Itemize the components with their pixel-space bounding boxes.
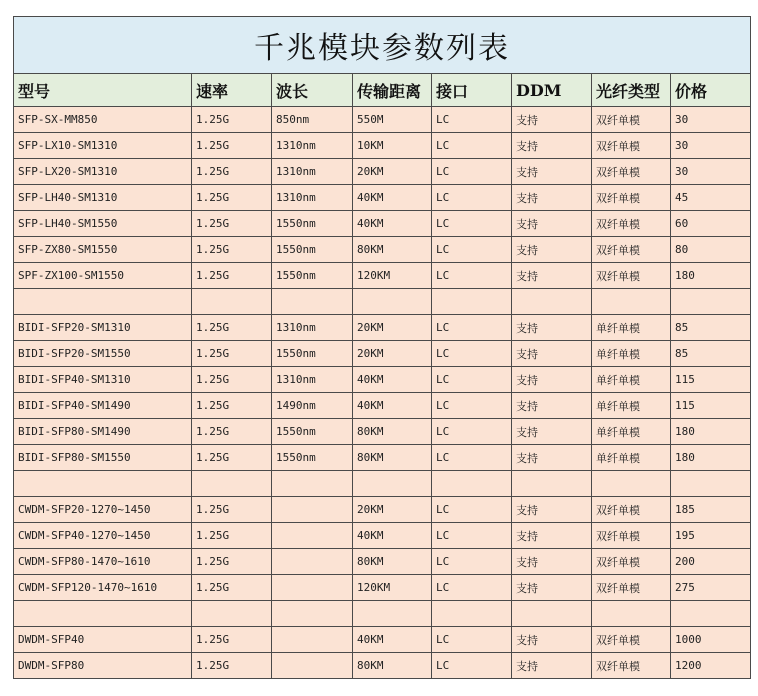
- table-row: [14, 393, 751, 419]
- cell-rate: 1.25G: [192, 341, 272, 367]
- cell-ddm: 支持: [512, 419, 592, 445]
- cell-model: BIDI-SFP40-SM1490: [14, 393, 192, 419]
- cell-model: [14, 289, 192, 315]
- cell-ddm: 支持: [512, 107, 592, 133]
- table-body: [14, 107, 751, 679]
- cell-rate: 1.25G: [192, 653, 272, 679]
- cell-interface: LC: [432, 211, 512, 237]
- cell-interface: [432, 471, 512, 497]
- cell-rate: 1.25G: [192, 523, 272, 549]
- cell-interface: LC: [432, 393, 512, 419]
- column-header-wavelength: 波长: [272, 74, 353, 107]
- cell-price: 180: [671, 419, 751, 445]
- cell-wavelength: [272, 523, 353, 549]
- cell-ddm: [512, 289, 592, 315]
- cell-price: 200: [671, 549, 751, 575]
- cell-distance: 40KM: [353, 185, 432, 211]
- column-header-ddm: DDM: [512, 74, 592, 107]
- cell-model: SFP-SX-MM850: [14, 107, 192, 133]
- cell-ddm: 支持: [512, 133, 592, 159]
- cell-distance: 80KM: [353, 549, 432, 575]
- cell-rate: 1.25G: [192, 575, 272, 601]
- cell-price: 85: [671, 315, 751, 341]
- cell-fiber-type: 双纤单模: [592, 263, 671, 289]
- cell-distance: 80KM: [353, 653, 432, 679]
- cell-ddm: [512, 471, 592, 497]
- cell-distance: 20KM: [353, 341, 432, 367]
- cell-model: [14, 471, 192, 497]
- cell-model: CWDM-SFP40-1270~1450: [14, 523, 192, 549]
- cell-price: 80: [671, 237, 751, 263]
- cell-price: 85: [671, 341, 751, 367]
- cell-wavelength: 1550nm: [272, 419, 353, 445]
- cell-ddm: 支持: [512, 523, 592, 549]
- table-row: [14, 575, 751, 601]
- cell-distance: 40KM: [353, 367, 432, 393]
- cell-price: 180: [671, 445, 751, 471]
- cell-rate: [192, 289, 272, 315]
- cell-price: 195: [671, 523, 751, 549]
- cell-model: DWDM-SFP40: [14, 627, 192, 653]
- cell-wavelength: [272, 289, 353, 315]
- cell-price: 1000: [671, 627, 751, 653]
- cell-interface: LC: [432, 419, 512, 445]
- cell-price: [671, 289, 751, 315]
- cell-interface: LC: [432, 341, 512, 367]
- cell-ddm: 支持: [512, 575, 592, 601]
- cell-wavelength: [272, 601, 353, 627]
- cell-ddm: 支持: [512, 445, 592, 471]
- cell-model: BIDI-SFP80-SM1490: [14, 419, 192, 445]
- table-row: [14, 133, 751, 159]
- table-row: [14, 653, 751, 679]
- cell-wavelength: 1550nm: [272, 341, 353, 367]
- cell-fiber-type: 单纤单模: [592, 393, 671, 419]
- cell-model: BIDI-SFP40-SM1310: [14, 367, 192, 393]
- cell-interface: LC: [432, 367, 512, 393]
- cell-distance: 20KM: [353, 159, 432, 185]
- cell-interface: LC: [432, 497, 512, 523]
- cell-fiber-type: 双纤单模: [592, 211, 671, 237]
- cell-model: SFP-ZX80-SM1550: [14, 237, 192, 263]
- table-row: [14, 523, 751, 549]
- cell-fiber-type: 双纤单模: [592, 159, 671, 185]
- cell-rate: 1.25G: [192, 263, 272, 289]
- table-row: [14, 471, 751, 497]
- cell-distance: 80KM: [353, 419, 432, 445]
- cell-ddm: 支持: [512, 497, 592, 523]
- cell-wavelength: [272, 653, 353, 679]
- table-title: 千兆模块参数列表: [14, 17, 751, 74]
- cell-fiber-type: [592, 471, 671, 497]
- cell-distance: 80KM: [353, 237, 432, 263]
- cell-rate: [192, 601, 272, 627]
- cell-fiber-type: 双纤单模: [592, 185, 671, 211]
- table-row: [14, 185, 751, 211]
- cell-interface: LC: [432, 627, 512, 653]
- cell-price: 45: [671, 185, 751, 211]
- cell-interface: LC: [432, 445, 512, 471]
- cell-ddm: 支持: [512, 549, 592, 575]
- cell-rate: 1.25G: [192, 549, 272, 575]
- cell-rate: 1.25G: [192, 211, 272, 237]
- cell-rate: 1.25G: [192, 445, 272, 471]
- table-row: [14, 263, 751, 289]
- column-header-fiber-type: 光纤类型: [592, 74, 671, 107]
- table-row: [14, 211, 751, 237]
- cell-fiber-type: 双纤单模: [592, 497, 671, 523]
- cell-price: 1200: [671, 653, 751, 679]
- cell-price: [671, 471, 751, 497]
- cell-model: BIDI-SFP80-SM1550: [14, 445, 192, 471]
- cell-distance: 120KM: [353, 575, 432, 601]
- cell-ddm: 支持: [512, 627, 592, 653]
- column-header-model: 型号: [14, 74, 192, 107]
- cell-fiber-type: 双纤单模: [592, 133, 671, 159]
- cell-fiber-type: [592, 289, 671, 315]
- cell-model: SFP-LH40-SM1310: [14, 185, 192, 211]
- table-row: [14, 315, 751, 341]
- cell-wavelength: [272, 575, 353, 601]
- cell-price: 185: [671, 497, 751, 523]
- cell-ddm: 支持: [512, 263, 592, 289]
- cell-model: SFP-LX20-SM1310: [14, 159, 192, 185]
- cell-wavelength: 1310nm: [272, 315, 353, 341]
- cell-interface: [432, 601, 512, 627]
- cell-ddm: 支持: [512, 653, 592, 679]
- column-header-price: 价格: [671, 74, 751, 107]
- cell-model: CWDM-SFP80-1470~1610: [14, 549, 192, 575]
- cell-wavelength: 1490nm: [272, 393, 353, 419]
- cell-distance: 40KM: [353, 211, 432, 237]
- cell-fiber-type: 双纤单模: [592, 237, 671, 263]
- cell-wavelength: [272, 497, 353, 523]
- cell-fiber-type: [592, 601, 671, 627]
- cell-wavelength: 1550nm: [272, 445, 353, 471]
- cell-model: SPF-ZX100-SM1550: [14, 263, 192, 289]
- cell-distance: 20KM: [353, 315, 432, 341]
- cell-fiber-type: 单纤单模: [592, 315, 671, 341]
- cell-fiber-type: 单纤单模: [592, 419, 671, 445]
- cell-wavelength: 1550nm: [272, 211, 353, 237]
- cell-distance: 40KM: [353, 393, 432, 419]
- cell-model: BIDI-SFP20-SM1310: [14, 315, 192, 341]
- cell-rate: 1.25G: [192, 133, 272, 159]
- table-row: [14, 107, 751, 133]
- cell-rate: 1.25G: [192, 367, 272, 393]
- table-row: [14, 419, 751, 445]
- cell-interface: LC: [432, 575, 512, 601]
- cell-fiber-type: 双纤单模: [592, 549, 671, 575]
- cell-interface: LC: [432, 549, 512, 575]
- cell-rate: 1.25G: [192, 393, 272, 419]
- cell-fiber-type: 单纤单模: [592, 367, 671, 393]
- cell-ddm: 支持: [512, 393, 592, 419]
- cell-ddm: 支持: [512, 237, 592, 263]
- table-row: [14, 237, 751, 263]
- cell-model: [14, 601, 192, 627]
- cell-wavelength: [272, 549, 353, 575]
- cell-model: CWDM-SFP120-1470~1610: [14, 575, 192, 601]
- cell-distance: 40KM: [353, 523, 432, 549]
- cell-interface: LC: [432, 263, 512, 289]
- cell-fiber-type: 双纤单模: [592, 107, 671, 133]
- cell-model: DWDM-SFP80: [14, 653, 192, 679]
- cell-model: SFP-LH40-SM1550: [14, 211, 192, 237]
- cell-interface: LC: [432, 185, 512, 211]
- cell-distance: 20KM: [353, 497, 432, 523]
- cell-ddm: [512, 601, 592, 627]
- cell-wavelength: 850nm: [272, 107, 353, 133]
- cell-fiber-type: 双纤单模: [592, 575, 671, 601]
- cell-model: BIDI-SFP20-SM1550: [14, 341, 192, 367]
- table-row: [14, 341, 751, 367]
- cell-distance: [353, 289, 432, 315]
- cell-distance: 40KM: [353, 627, 432, 653]
- cell-wavelength: 1550nm: [272, 263, 353, 289]
- cell-price: 275: [671, 575, 751, 601]
- cell-rate: 1.25G: [192, 185, 272, 211]
- cell-rate: 1.25G: [192, 627, 272, 653]
- cell-interface: LC: [432, 653, 512, 679]
- column-header-distance: 传输距离: [353, 74, 432, 107]
- cell-interface: LC: [432, 133, 512, 159]
- table-row: [14, 445, 751, 471]
- cell-interface: LC: [432, 107, 512, 133]
- table-row: [14, 549, 751, 575]
- cell-price: 30: [671, 159, 751, 185]
- parameter-table: [13, 16, 751, 679]
- cell-wavelength: 1310nm: [272, 185, 353, 211]
- cell-distance: 10KM: [353, 133, 432, 159]
- cell-price: 60: [671, 211, 751, 237]
- cell-fiber-type: 单纤单模: [592, 445, 671, 471]
- cell-model: SFP-LX10-SM1310: [14, 133, 192, 159]
- cell-price: 115: [671, 367, 751, 393]
- column-header-interface: 接口: [432, 74, 512, 107]
- cell-distance: 550M: [353, 107, 432, 133]
- cell-rate: 1.25G: [192, 237, 272, 263]
- table-row: [14, 627, 751, 653]
- cell-price: 180: [671, 263, 751, 289]
- cell-interface: LC: [432, 237, 512, 263]
- cell-rate: 1.25G: [192, 419, 272, 445]
- cell-wavelength: [272, 627, 353, 653]
- cell-wavelength: 1310nm: [272, 367, 353, 393]
- cell-fiber-type: 双纤单模: [592, 653, 671, 679]
- table-row: [14, 289, 751, 315]
- cell-wavelength: [272, 471, 353, 497]
- table-row: [14, 367, 751, 393]
- cell-distance: 80KM: [353, 445, 432, 471]
- cell-fiber-type: 双纤单模: [592, 627, 671, 653]
- cell-interface: LC: [432, 523, 512, 549]
- header-row: [14, 74, 751, 107]
- cell-ddm: 支持: [512, 367, 592, 393]
- table-row: [14, 497, 751, 523]
- table-row: [14, 159, 751, 185]
- cell-fiber-type: 双纤单模: [592, 523, 671, 549]
- cell-interface: LC: [432, 315, 512, 341]
- cell-ddm: 支持: [512, 341, 592, 367]
- cell-distance: [353, 471, 432, 497]
- cell-rate: [192, 471, 272, 497]
- cell-model: CWDM-SFP20-1270~1450: [14, 497, 192, 523]
- column-header-rate: 速率: [192, 74, 272, 107]
- cell-ddm: 支持: [512, 185, 592, 211]
- cell-price: [671, 601, 751, 627]
- cell-ddm: 支持: [512, 315, 592, 341]
- cell-wavelength: 1550nm: [272, 237, 353, 263]
- cell-price: 30: [671, 133, 751, 159]
- cell-interface: LC: [432, 159, 512, 185]
- cell-rate: 1.25G: [192, 497, 272, 523]
- cell-wavelength: 1310nm: [272, 159, 353, 185]
- cell-rate: 1.25G: [192, 159, 272, 185]
- cell-distance: [353, 601, 432, 627]
- cell-interface: [432, 289, 512, 315]
- cell-ddm: 支持: [512, 159, 592, 185]
- cell-ddm: 支持: [512, 211, 592, 237]
- cell-wavelength: 1310nm: [272, 133, 353, 159]
- cell-rate: 1.25G: [192, 315, 272, 341]
- cell-price: 30: [671, 107, 751, 133]
- cell-fiber-type: 单纤单模: [592, 341, 671, 367]
- cell-rate: 1.25G: [192, 107, 272, 133]
- table-row: [14, 601, 751, 627]
- cell-price: 115: [671, 393, 751, 419]
- cell-distance: 120KM: [353, 263, 432, 289]
